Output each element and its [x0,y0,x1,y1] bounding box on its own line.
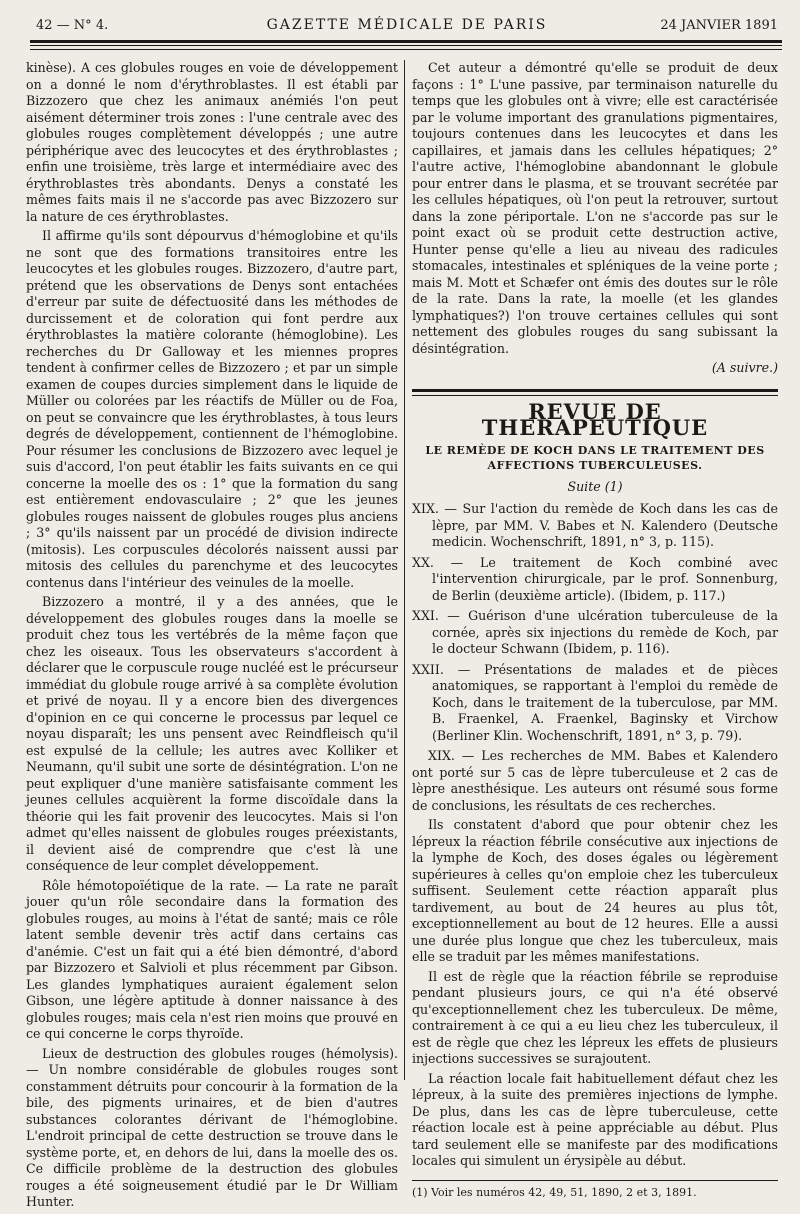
column-separator [404,60,405,1080]
section-divider [412,389,778,396]
paragraph: Rôle hémotopoïétique de la rate. — La rate ne paraît jouer qu'un rôle secondaire dans la formation des globules rouges, au moins à l'état de santé; mais ce rôle latent semble devenir très actif dans certains cas d'anémie. C'est un fait qui a été bien démontré, d'abord par Bizzozero et Salvioli et plus récemment par Gibson. Les glandes lymphatiques auraient également selon Gibson, une légère aptitude à donner naissance à des globules rouges; mais cela n'est rien moins que prouvé en ce qui concerne le corps thyroïde. [26,877,398,1041]
paragraph: La réaction locale fait habituellement défaut chez les lépreux, à la suite des premières injections de lymphe. De plus, dans les cas de lèpre tuberculeuse, cette réaction locale est à peine appréciable au début. Plus tard seulement elle se manifeste par des modifications locales qui simulent un érysipèle au début. [412,1070,778,1168]
paragraph: XIX. — Les recherches de MM. Babes et Kalendero ont porté sur 5 cas de lèpre tuberculeuse et 2 cas de lèpre anesthésique. Les auteurs ont résumé sous forme de conclusions, les résultats de ces recherches. [412,748,778,813]
paragraph: Lieux de destruction des globules rouges (hémolysis). — Un nombre considérable de globules rouges sont constamment détruits pour concourir à la formation de la bile, des pigments urinaires, et de bien d'autres substances colorantes dérivant de l'hémoglobine. L'endroit principal de cette destruction se trouve dans le système porte, et, en dehors de lui, dans la moelle des os. Ce difficile problème de la destruction des globules rouges a été soigneusement étudié par le Dr William Hunter. [26,1045,398,1209]
reference-item: XX. — Le traitement de Koch combiné avec l'intervention chirurgicale, par le prof. Sonnenburg, de Berlin (deuxième article). (Ibidem, p. 117.) [412,554,778,603]
reference-list [412,501,778,744]
page-number: 42 — N° 4. [36,18,109,33]
section-title: REVUE DE THERAPEUTIQUE [481,398,709,440]
reference-item: XXII. — Présentations de malades et de pièces anatomiques, se rapportant à l'emploi du remède de Koch, dans le traitement de la tuberculose, par MM. B. Fraenkel, A. Fraenkel, Baginsky et Virchow (Berliner Klin. Wochenschrift, 1891, n° 3, p. 79). [412,661,778,743]
paragraph: Il affirme qu'ils sont dépourvus d'hémoglobine et qu'ils ne sont que des formations transitoires entre les leucocytes et les globules rouges. Bizzozero, d'autre part, prétend que les observations de Denys sont entachées d'erreur par suite de défectuosité dans les méthodes de durcissement et de coloration qui font perdre aux érythroblastes la matière colorante (hémoglobine). Les recherches du Dr Galloway et les miennes propres tendent à confirmer celles de Bizzozero ; et par un simple examen de coupes durcies simplement dans le liquide de Müller ou colorées par les réactifs de Müller ou de Foa, on peut se convaincre que les érythroblastes, à tous leurs degrés de développement, contiennent de l'hémoglobine. Pour résumer les conclusions de Bizzozero avec lequel je suis d'accord, l'on peut établir les faits suivants en ce qui concerne la moelle des os : 1° que la formation du sang est entièrement endovasculaire ; 2° que les jeunes globules rouges naissent de globules rouges plus anciens ; 3° qu'ils naissent par un procédé de division indirecte (mitosis). Les corpuscules décolorés naissent aussi par mitosis des cellules du parenchyme et des leucocytes contenus dans l'intérieur des veinules de la moelle. [26,228,398,590]
right-column [412,60,778,1201]
footnote-rule [412,1180,778,1181]
header-rule-thin-2 [30,49,782,50]
suite-label: Suite (1) [567,478,623,494]
paragraph: kinèse). A ces globules rouges en voie de développement on a donné le nom d'érythroblastes. Il est établi par Bizzozero que chez les animaux anémiés l'on peut aisément déterminer trois zones : l'une centrale avec des globules rouges complètement développés ; une autre périphérique avec des leucocytes et des érythroblastes ; enfin une troisième, très large et intermédiaire avec des érythroblastes très abondants. Denys a constaté les mêmes faits mais il ne s'accorde pas avec Bizzozero sur la nature de ces érythroblastes. [26,60,398,224]
paragraph: Il est de règle que la réaction fébrile se reproduise pendant plusieurs jours, ce qui n'a été observé qu'exceptionnellement chez les tuberculeux. De même, contrairement à ce qui a eu lieu chez les tuberculeux, il est de règle que chez les lépreux les effets de plusieurs injections successives se surajoutent. [412,968,778,1066]
header-rule-thick [30,40,782,43]
page-header [36,14,778,36]
paragraph: Ils constatent d'abord que pour obtenir chez les lépreux la réaction fébrile consécutive aux injections de la lymphe de Koch, des doses égales ou légèrement supérieures à celles qu'on emploie chez les tuberculeux suffisent. Seulement cette réaction apparaît plus tardivement, au bout de 24 heures au plus tôt, exceptionnellement au bout de 12 heures. Elle a aussi une durée plus longue que chez les tuberculeux, mais elle se traduit par les mêmes manifestations. [412,817,778,964]
reference-item: XIX. — Sur l'action du remède de Koch dans les cas de lèpre, par MM. V. Babes et N. Kalendero (Deutsche medicin. Wochenschrift, 1891, n° 3, p. 115). [412,501,778,549]
footnote: (1) Voir les numéros 42, 49, 51, 1890, 2 et 3, 1891. [412,1185,697,1199]
header-rule-thin [30,45,782,46]
issue-date: 24 JANVIER 1891 [660,18,778,33]
section-subtitle: LE REMÈDE DE KOCH DANS LE TRAITEMENT DES AFFECTIONS TUBERCULEUSES. [425,443,765,472]
paragraph: Bizzozero a montré, il y a des années, que le développement des globules rouges dans la moelle se produit chez tous les vertébrés de la même façon que chez les oiseaux. Tous les observateurs s'accordent à déclarer que le corpuscule rouge nucléé est le précurseur immédiat du globule rouge arrivé à sa complète évolution et privé de noyau. Il y a encore bien des divergences d'opinion en ce qui concerne le processus par lequel ce noyau disparaît; les uns pensent avec Reindfleisch qu'il est expulsé de la cellule; les autres avec Kolliker et Neumann, qu'il subit une sorte de désintégration. L'on ne peut expliquer d'une manière satisfaisante comment les jeunes cellules acquièrent la forme discoïdale dans la théorie qui les fait provenir des leucocytes. Mais si l'on admet qu'elles naissent de globules rouges préexistants, il devient aisé de comprendre que c'est là une conséquence de leur complet développement. [26,594,398,873]
left-column [26,60,398,1214]
journal-title: GAZETTE MÉDICALE DE PARIS [266,17,548,33]
reference-item: XXI. — Guérison d'une ulcération tuberculeuse de la cornée, après six injections du remède de Koch, par le docteur Schwann (Ibidem, p. 116). [412,608,778,656]
paragraph: Cet auteur a démontré qu'elle se produit de deux façons : 1° L'une passive, par terminaison naturelle du temps que les globules ont à vivre; elle est caractérisée par le volume important des granulations pigmentaires, toujours contenues dans les leucocytes et dans les capillaires, et jamais dans les cellules hépatiques; 2° l'autre active, l'hémoglobine abandonnant le globule pour entrer dans le plasma, et se trouvant secrétée par les cellules hépatiques, où l'on peut la retrouver, surtout dans la zone périportale. L'on ne s'accorde pas sur le point exact où se produit cette destruction active, Hunter pense qu'elle a lieu au niveau des radicules stomacales, intestinales et spléniques de la veine porte ; mais M. Mott et Schæfer ont émis des doutes sur le rôle de la rate. Dans la rate, la moelle (et les glandes lymphatiques?) l'on trouve certaines cellules qui sont nettement des globules rouges du sang subissant la désintégration. [412,60,778,356]
to-be-continued: (A suivre.) [711,360,778,375]
